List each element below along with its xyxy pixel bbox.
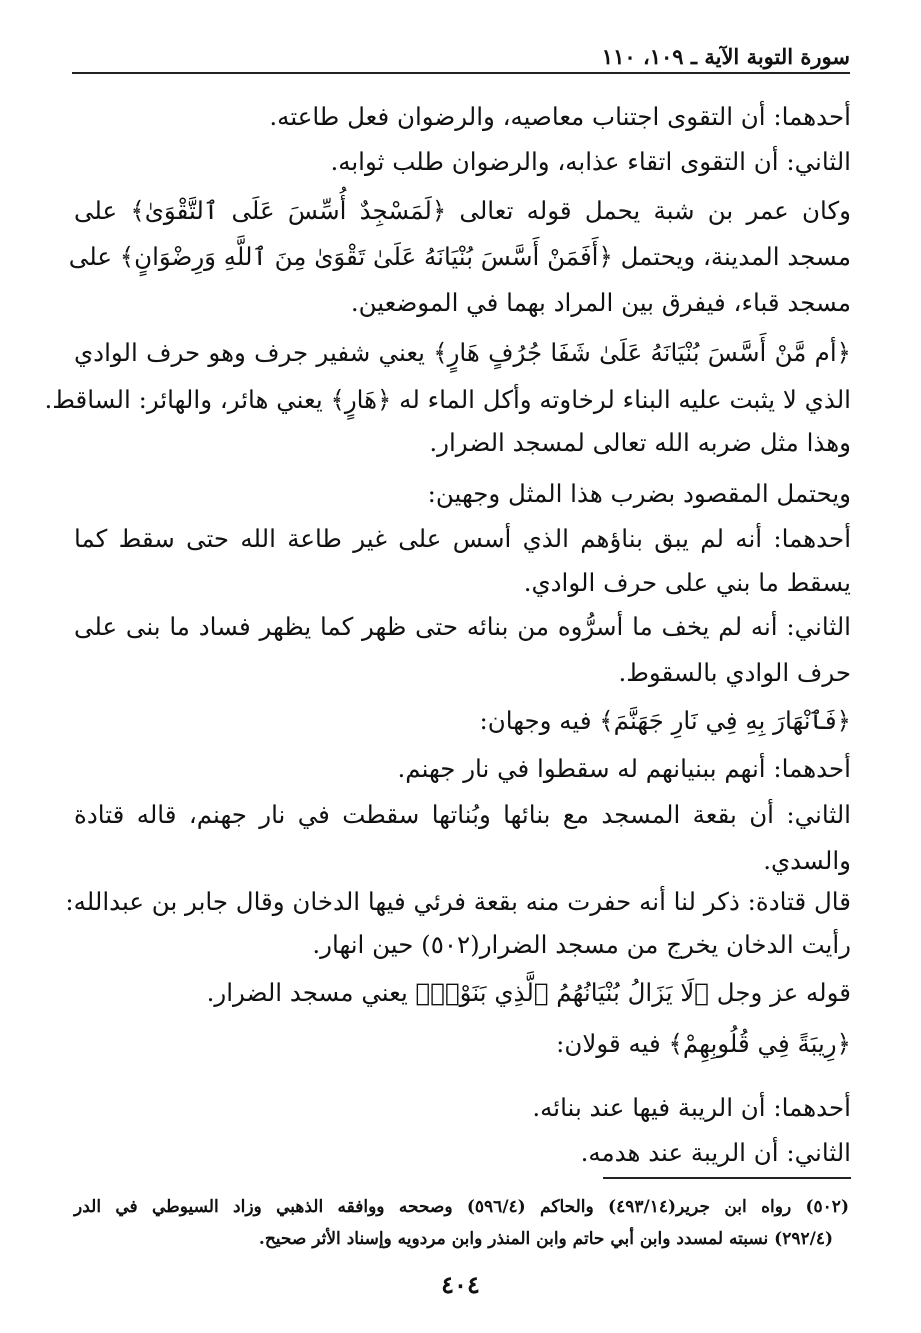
text-line: ﴿فَٱنْهَارَ بِهِ فِي نَارِ جَهَنَّمَ﴾ فيه وجهان:: [479, 706, 851, 735]
text-line: وهذا مثل ضربه الله تعالى لمسجد الضرار.: [429, 428, 851, 457]
text-line: الذي لا يثبت عليه البناء لرخاوته وأكل الماء له ﴿هَارٍ﴾ يعني هائر، والهائر: الساقط.: [44, 385, 851, 414]
text-line: قال قتادة: ذكر لنا أنه حفرت منه بقعة فرئي فيها الدخان وقال جابر بن عبدالله:: [65, 887, 851, 916]
text-line: الثاني: أن الريبة عند هدمه.: [580, 1138, 851, 1167]
text-line: أحدهما: أنه لم يبق بناؤهم الذي أسس على غير طاعة الله حتى سقط كما: [74, 524, 851, 553]
text-line: وكان عمر بن شبة يحمل قوله تعالى ﴿لَمَسْجِدٌ أُسِّسَ عَلَى ٱلتَّقْوَىٰ﴾ على: [74, 196, 851, 225]
text-line: حرف الوادي بالسقوط.: [618, 658, 851, 687]
page-number: ٤٠٤: [441, 1270, 480, 1299]
text-line: مسجد المدينة، ويحتمل ﴿أَفَمَنْ أَسَّسَ بُنْيَانَهُ عَلَىٰ تَقْوَىٰ مِنَ ٱللَّهِ وَرِضْوَانٍ﴾ على: [68, 242, 851, 271]
text-line: أحدهما: أن الريبة فيها عند بنائه.: [532, 1093, 851, 1122]
footnote-line: (٥٠٢) رواه ابن جرير(٤٩٣/١٤) والحاكم (٥٩٦/٤) وصححه ووافقه الذهبي وزاد السيوطي في الدر: [74, 1197, 849, 1217]
text-line: الثاني: أن بقعة المسجد مع بنائها وبُناتها سقطت في نار جهنم، قاله قتادة: [74, 800, 851, 829]
text-line: أحدهما: أنهم ببنيانهم له سقطوا في نار جهنم.: [397, 754, 851, 783]
footnote-line: (٢٩٢/٤) نسبته لمسدد وابن أبي حاتم وابن المنذر وابن مردويه وإسناد الأثر صحيح.: [258, 1229, 833, 1249]
text-line: قوله عز وجل ﴿لَا يَزَالُ بُنْيَانُهُمُ ٱلَّذِي بَنَوْا۟﴾ يعني مسجد الضرار.: [206, 978, 851, 1007]
text-line: ﴿أم مَّنْ أَسَّسَ بُنْيَانَهُ عَلَىٰ شَفَا جُرُفٍ هَارٍ﴾ يعني شفير جرف وهو حرف الوادي: [74, 338, 851, 367]
text-line: والسدي.: [763, 846, 851, 875]
text-line: الثاني: أن التقوى اتقاء عذابه، والرضوان طلب ثوابه.: [330, 147, 851, 176]
text-line: مسجد قباء، فيفرق بين المراد بهما في الموضعين.: [350, 288, 851, 317]
text-line: ويحتمل المقصود بضرب هذا المثل وجهين:: [427, 479, 851, 508]
text-line: أحدهما: أن التقوى اجتناب معاصيه، والرضوان فعل طاعته.: [269, 102, 851, 131]
footnote-divider: [603, 1177, 851, 1179]
text-line: الثاني: أنه لم يخف ما أسرُّوه من بنائه حتى ظهر كما يظهر فساد ما بنى على: [74, 612, 851, 641]
text-line: يسقط ما بني على حرف الوادي.: [523, 568, 851, 597]
text-line: رأيت الدخان يخرج من مسجد الضرار(٥٠٢) حين انهار.: [312, 930, 851, 959]
text-line: ﴿رِيبَةً فِي قُلُوبِهِمْ﴾ فيه قولان:: [556, 1029, 851, 1058]
header-title: سورة التوبة الآية ـ ١٠٩، ١١٠: [601, 44, 850, 69]
